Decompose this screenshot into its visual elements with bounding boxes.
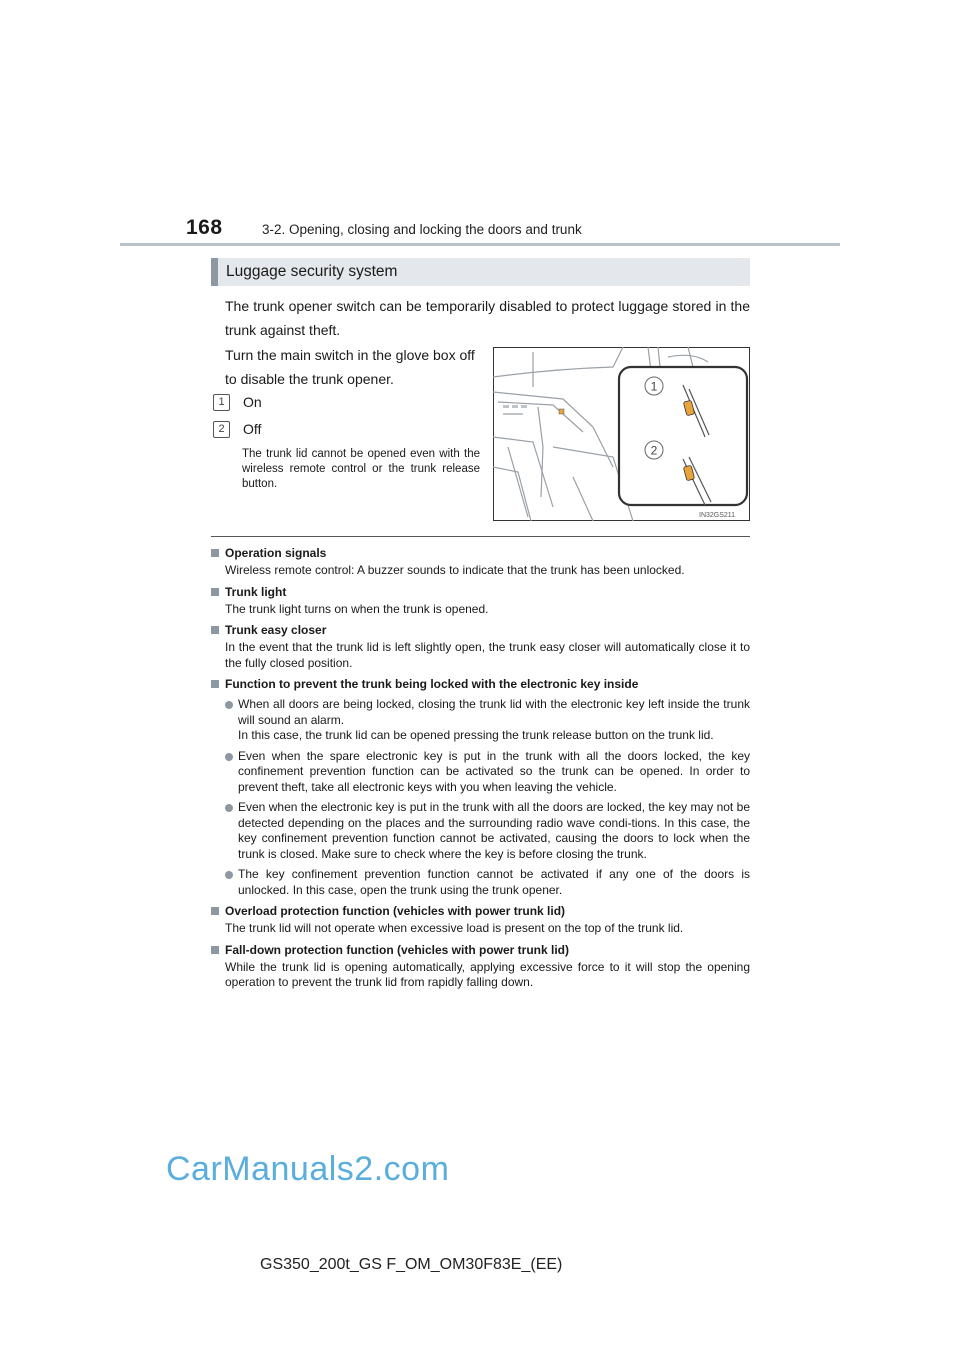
callout-badge-1: 1	[213, 394, 230, 411]
note-title	[211, 622, 750, 638]
note-title-text: Fall-down protection function (vehicles with power trunk lid)	[225, 942, 570, 957]
item-off-label: Off	[243, 421, 262, 437]
note-text: Wireless remote control: A buzzer sounds to indicate that the trunk has been unlocked.	[225, 563, 685, 577]
footer-document-code: GS350_200t_GS F_OM_OM30F83E_(EE)	[260, 1256, 563, 1273]
bullet-text: Even when the electronic key is put in the trunk with all the doors are locked, the key may not be detected depending on the places and the surrounding radio wave condi-tions. In this case, the key confinement prevention function cannot be activated, causing the doors to lock when the trunk is closed. Make sure to check where the key is before closing the trunk.	[238, 800, 750, 861]
note-title	[211, 676, 750, 692]
note-text: The trunk lid will not operate when excessive load is present on the top of the trunk lid.	[225, 921, 684, 935]
square-bullet-icon	[211, 588, 219, 596]
figure-code: IN32GS211	[699, 512, 736, 519]
circle-bullet-icon	[225, 804, 233, 812]
bullet-item	[225, 697, 750, 744]
circle-bullet-icon	[225, 753, 233, 761]
note-title-text: Trunk light	[225, 584, 287, 599]
watermark-link[interactable]: CarManuals2.com	[166, 1150, 450, 1188]
square-bullet-icon	[211, 680, 219, 688]
note-title-text: Function to prevent the trunk being locked with the electronic key inside	[225, 677, 639, 691]
bullet-text: Even when the spare electronic key is put in the trunk with all the doors locked, the key confinement prevention function can be activated so the trunk can be opened. In order to prevent theft, take all electronic keys with you when leaving the vehicle.	[238, 748, 750, 794]
circle-bullet-icon	[225, 701, 233, 709]
note-title	[211, 584, 750, 600]
glove-box-switch-illustration	[493, 347, 750, 521]
bullet-item	[225, 800, 750, 862]
page-number: 168	[186, 216, 223, 239]
bullet-item	[225, 867, 750, 898]
note-title-text: Operation signals	[225, 546, 327, 560]
square-bullet-icon	[211, 626, 219, 634]
circle-bullet-icon	[225, 871, 233, 879]
square-bullet-icon	[211, 907, 219, 915]
item-on	[213, 392, 262, 412]
note-title-text: Trunk easy closer	[225, 623, 327, 637]
bullet-text: When all doors are being locked, closing the trunk lid with the electronic key left inside the trunk will sound an alarm. In this case, the trunk lid can be opened pressing the trunk release button on the trunk lid.	[238, 697, 750, 742]
square-bullet-icon	[211, 549, 219, 557]
instruction-paragraph: Turn the main switch in the glove box off to disable the trunk opener.	[225, 347, 475, 387]
note-title	[211, 903, 750, 919]
notes-list	[211, 545, 750, 991]
note-title	[211, 545, 750, 561]
note-text: In the event that the trunk lid is left slightly open, the trunk easy closer will automatically close it to the fully closed position.	[225, 640, 750, 670]
header-divider	[120, 243, 840, 246]
square-bullet-icon	[211, 946, 219, 954]
off-note: The trunk lid cannot be opened even with the wireless remote control or the trunk release button.	[242, 448, 480, 490]
header-section-title: 3-2. Opening, closing and locking the doors and trunk	[262, 222, 582, 237]
note-text: While the trunk lid is opening automatically, applying excessive force to it will stop the opening operation to prevent the trunk lid from rapidly falling down.	[225, 959, 750, 989]
section-heading: Luggage security system	[211, 258, 750, 286]
bullet-item	[225, 749, 750, 796]
intro-paragraph: The trunk opener switch can be temporarily disabled to protect luggage stored in the trunk against theft.	[225, 298, 750, 338]
note-text: The trunk light turns on when the trunk is opened.	[225, 601, 489, 616]
bullet-text: The key confinement prevention function cannot be activated if any one of the doors is unlocked. In this case, open the trunk using the trunk opener.	[238, 867, 750, 897]
figure-callout-2: 2	[650, 443, 658, 458]
callout-badge-2: 2	[213, 421, 230, 438]
item-off	[213, 419, 261, 439]
note-title-text: Overload protection function (vehicles with power trunk lid)	[225, 904, 566, 918]
figure-callout-1: 1	[650, 379, 658, 394]
section-divider	[211, 536, 750, 537]
item-on-label: On	[243, 394, 262, 410]
note-title	[211, 942, 750, 958]
